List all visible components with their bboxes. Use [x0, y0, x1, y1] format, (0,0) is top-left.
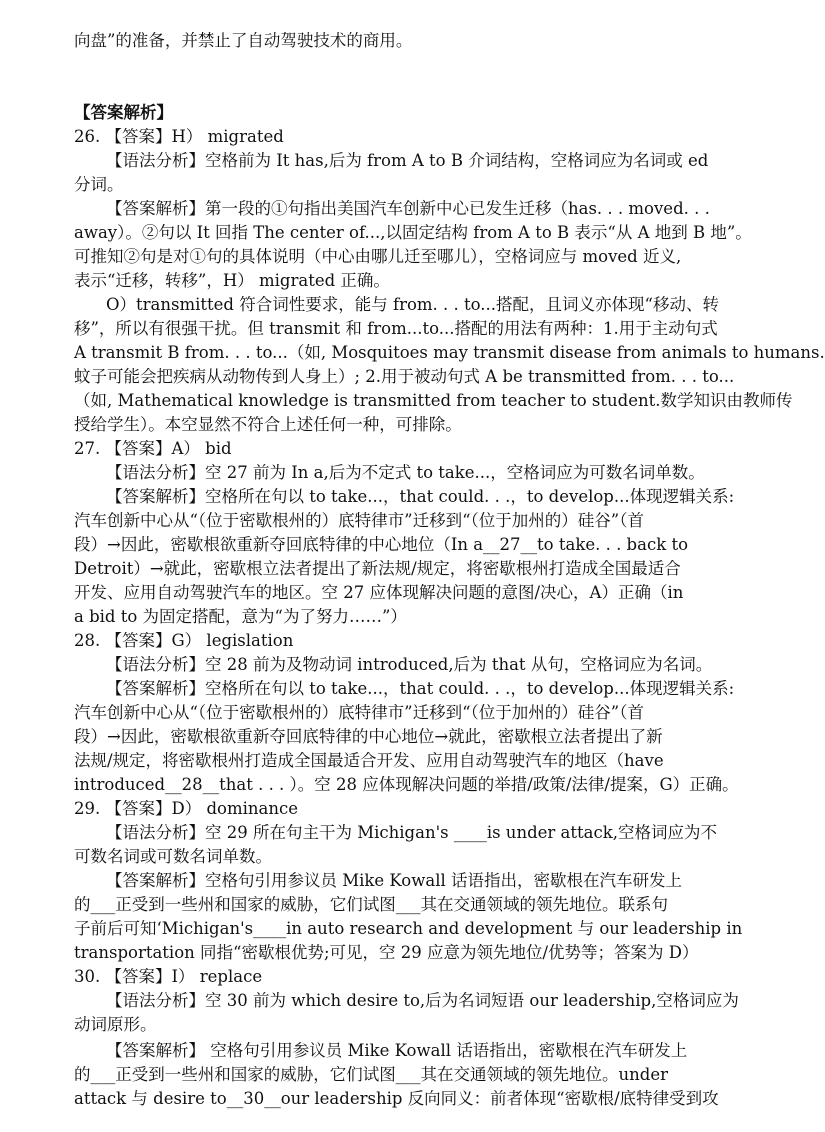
- text-line: （如, Mathematical knowledge is transmitted from teacher to student.数学知识由教师传: [74, 391, 793, 410]
- text-line: A transmit B from. . . to...（如, Mosquitoes may transmit disease from animals to humans.: [74, 343, 825, 362]
- text-line: 法规/规定，将密歇根州打造成全国最适合开发、应用自动驾驶汽车的地区（have: [74, 751, 664, 770]
- text-line: 汽车创新中心从“（位于密歇根州的）底特律市”迁移到“（位于加州的）硅谷”（首: [74, 511, 644, 530]
- text-line: 向盘”的准备，并禁止了自动驾驶技术的商用。: [74, 31, 413, 50]
- text-line: 可推知②句是对①句的具体说明（中心由哪儿迁至哪儿），空格词应与 moved 近义,: [74, 247, 682, 266]
- text-line: 分词。: [74, 175, 124, 194]
- text-line: 的___正受到一些州和国家的威胁，它们试图___其在交通领域的领先地位。under: [74, 1065, 668, 1084]
- text-line: 汽车创新中心从“（位于密歇根州的）底特律市”迁移到“（位于加州的）硅谷”（首: [74, 703, 644, 722]
- text-line: 【语法分析】空格前为 It has,后为 from A to B 介词结构，空格词应为名词或 ed: [106, 151, 709, 170]
- text-line: 移”，所以有很强干扰。但 transmit 和 from...to...搭配的用法有两种：1.用于主动句式: [74, 319, 718, 338]
- text-line: 子前后可知‘Michigan's____in auto research and development 与 our leadership in: [74, 919, 743, 938]
- answer-27-heading: 27. 【答案】A） bid: [74, 439, 232, 458]
- answer-29-heading: 29. 【答案】D） dominance: [74, 799, 298, 818]
- text-line: 【语法分析】空 29 所在句主干为 Michigan's ____is under attack,空格词应为不: [106, 823, 717, 842]
- text-line: attack 与 desire to__30__our leadership 反向同义：前者体现“密歇根/底特律受到攻: [74, 1089, 719, 1108]
- text-line: 【答案解析】第一段的①句指出美国汽车创新中心已发生迁移（has. . . moved. . .: [106, 199, 710, 218]
- text-line: 【答案解析】空格句引用参议员 Mike Kowall 话语指出，密歇根在汽车研发上: [106, 871, 683, 890]
- section-heading: 【答案解析】: [74, 103, 173, 122]
- text-line: 【语法分析】空 28 前为及物动词 introduced,后为 that 从句，空格词应为名词。: [106, 655, 713, 674]
- text-line: 【答案解析】空格所在句以 to take...，that could. . .，to develop...体现逻辑关系:: [106, 487, 735, 506]
- text-line: 开发、应用自动驾驶汽车的地区。空 27 应体现解决问题的意图/决心，A）正确（in: [74, 583, 684, 602]
- text-line: transportation 同指“密歇根优势;可见，空 29 应意为领先地位/优势等；答案为 D）: [74, 943, 699, 962]
- text-line: O）transmitted 符合词性要求，能与 from. . . to...搭配，且词义亦体现“移动、转: [106, 295, 719, 314]
- text-line: 可数名词或可数名词单数。: [74, 847, 272, 866]
- text-line: Detroit）→就此，密歇根立法者提出了新法规/规定，将密歇根州打造成全国最适合: [74, 559, 681, 578]
- text-line: away）。②句以 It 回指 The center of...,以固定结构 from A to B 表示“从 A 地到 B 地”。: [74, 223, 752, 242]
- text-line: 【语法分析】空 27 前为 In a,后为不定式 to take...，空格词应为可数名词单数。: [106, 463, 705, 482]
- text-line: 【答案解析】空格所在句以 to take...，that could. . .，to develop...体现逻辑关系:: [106, 679, 735, 698]
- text-line: 段）→因此，密歇根欲重新夺回底特律的中心地位（In a__27__to take. . . back to: [74, 535, 689, 554]
- answer-26-heading: 26. 【答案】H） migrated: [74, 127, 284, 146]
- text-line: 段）→因此，密歇根欲重新夺回底特律的中心地位→就此，密歇根立法者提出了新: [74, 727, 663, 746]
- text-line: introduced__28__that . . . ）。空 28 应体现解决问题的举措/政策/法律/提案，G）正确。: [74, 775, 739, 794]
- text-line: 动词原形。: [74, 1015, 157, 1034]
- text-line: 表示“迁移，转移”，H） migrated 正确。: [74, 271, 390, 290]
- text-line: 蚊子可能会把疾病从动物传到人身上）; 2.用于被动句式 A be transmitted from. . . to...: [74, 367, 735, 386]
- text-line: 【答案解析】 空格句引用参议员 Mike Kowall 话语指出，密歇根在汽车研发上: [106, 1041, 688, 1060]
- text-line: a bid to 为固定搭配，意为“为了努力……”）: [74, 607, 407, 626]
- text-line: 授给学生）。本空显然不符合上述任何一种，可排除。: [74, 415, 462, 434]
- answer-28-heading: 28. 【答案】G） legislation: [74, 631, 294, 650]
- text-line: 【语法分析】空 30 前为 which desire to,后为名词短语 our leadership,空格词应为: [106, 991, 739, 1010]
- text-line: 的___正受到一些州和国家的威胁，它们试图___其在交通领域的领先地位。联系句: [74, 895, 668, 914]
- answer-30-heading: 30. 【答案】I） replace: [74, 967, 263, 986]
